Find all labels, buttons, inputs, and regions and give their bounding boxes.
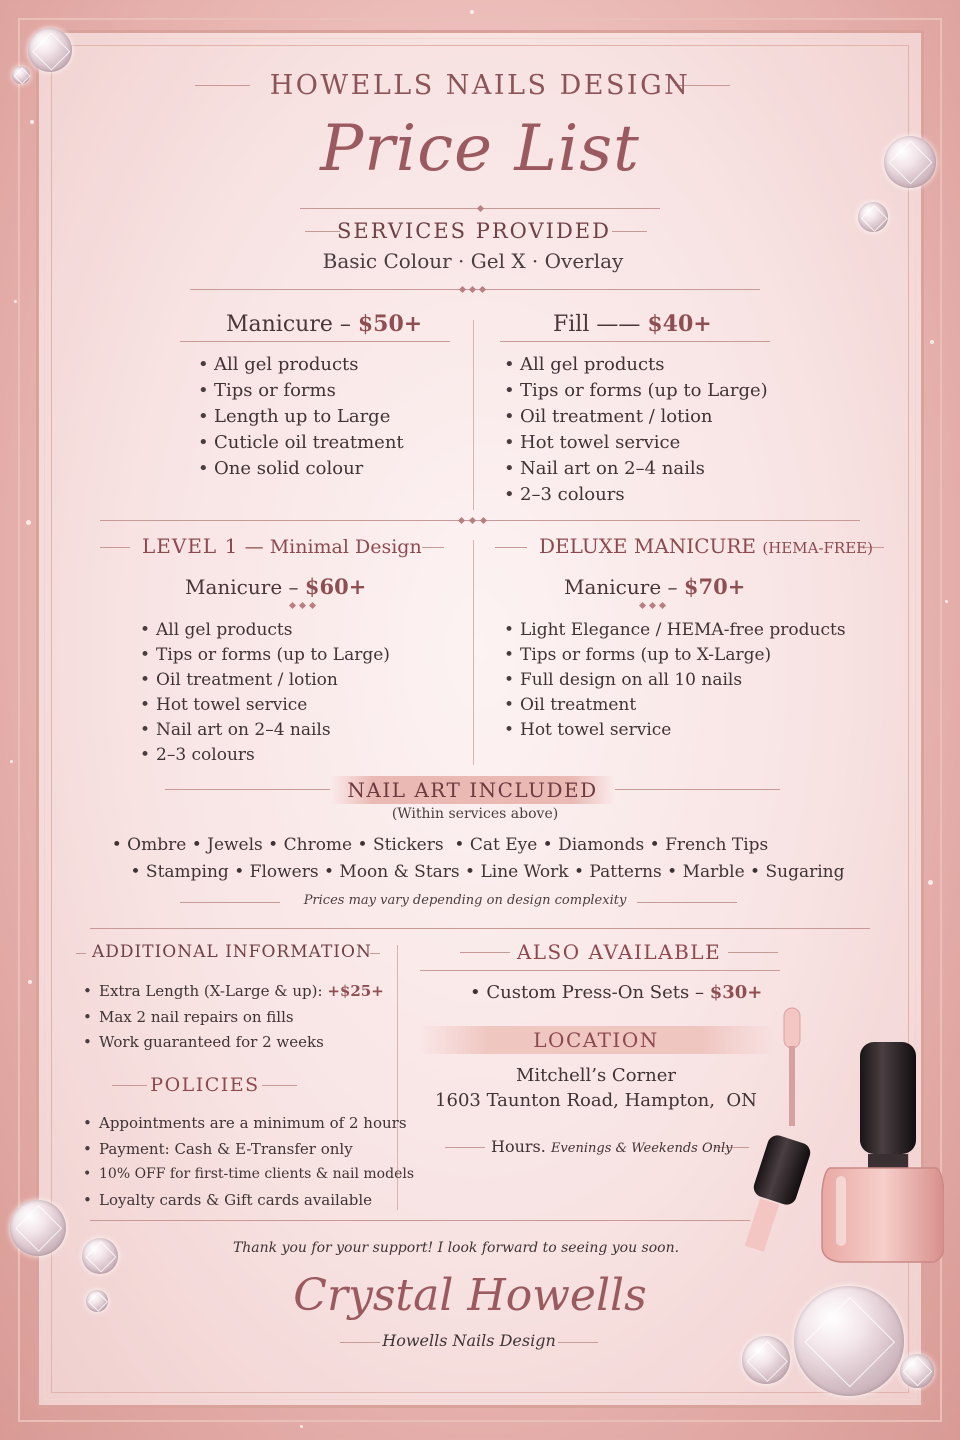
dash: – — [288, 575, 299, 599]
list-item: • All gel products — [140, 618, 390, 643]
list-item: • Cuticle oil treatment — [198, 430, 404, 456]
deluxe-price-heading — [564, 574, 745, 599]
divider — [90, 928, 870, 929]
nail-art-line-2: • Stamping • Flowers • Moon & Stars • Line Work • Patterns • Marble • Sugaring — [130, 862, 845, 882]
divider — [112, 1085, 147, 1086]
list-item: • All gel products — [198, 352, 404, 378]
nail-art-subheading: (Within services above) — [391, 806, 559, 822]
deluxe-title: DELUXE MANICURE — [539, 534, 757, 558]
divider — [165, 789, 330, 790]
list-item: • Tips or forms (up to Large) — [504, 378, 768, 404]
list-item: • Max 2 nail repairs on fills — [83, 1005, 384, 1031]
sparkle — [945, 600, 948, 603]
brand-name: HOWELLS NAILS DESIGN — [269, 70, 691, 101]
dash: – — [339, 312, 351, 337]
list-item: • Hot towel service — [140, 693, 390, 718]
list-item: • Oil treatment / lotion — [504, 404, 768, 430]
divider — [422, 547, 444, 548]
location-address: 1603 Taunton Road, Hampton, ON — [435, 1090, 757, 1111]
extra-length-text: Extra Length (X-Large & up): — [99, 982, 328, 1000]
services-line: Basic Colour · Gel X · Overlay — [322, 249, 624, 273]
list-item: • Tips or forms (up to Large) — [140, 643, 390, 668]
level1-subtitle: — Minimal Design — [244, 536, 422, 558]
list-item: • Appointments are a minimum of 2 hours — [83, 1111, 414, 1137]
dash: —— — [596, 312, 641, 337]
location-name: Mitchell’s Corner — [515, 1065, 676, 1086]
divider — [615, 789, 780, 790]
nail-art-heading: NAIL ART INCLUDED — [330, 776, 615, 804]
list-item: • Work guaranteed for 2 weeks — [83, 1030, 384, 1056]
hours-label: Hours. — [491, 1137, 546, 1156]
service-name: Manicure — [226, 312, 333, 337]
list-item: • Full design on all 10 nails — [504, 668, 846, 693]
column-divider — [473, 540, 474, 765]
divider — [728, 952, 778, 953]
divider — [445, 1147, 485, 1148]
divider — [500, 341, 770, 342]
divider — [495, 547, 527, 548]
list-item: • Light Elegance / HEMA-free products — [504, 618, 846, 643]
services-heading: SERVICES PROVIDED — [337, 219, 611, 243]
policies-list — [83, 1111, 414, 1213]
deluxe-heading — [539, 534, 873, 558]
fill-price: $40+ — [647, 311, 712, 337]
signature: Crystal Howells — [293, 1270, 647, 1321]
policies-heading: POLICIES — [150, 1074, 260, 1096]
list-item: • Payment: Cash & E-Transfer only — [83, 1137, 414, 1163]
list-item: • Loyalty cards & Gift cards available — [83, 1188, 414, 1214]
press-on-text: • Custom Press-On Sets – — [470, 982, 710, 1003]
level1-price: $60+ — [304, 574, 367, 599]
manicure-heading — [226, 311, 422, 337]
level1-list — [140, 618, 390, 768]
divider — [180, 341, 450, 342]
list-item: • 10% OFF for first-time clients & nail models — [83, 1162, 414, 1188]
location-heading: LOCATION — [418, 1026, 774, 1054]
pricing-note: Prices may vary depending on design complexity — [303, 893, 627, 908]
list-item: • Hot towel service — [504, 430, 768, 456]
sparkle — [470, 10, 474, 14]
divider — [460, 952, 510, 953]
sparkle — [300, 1425, 303, 1428]
fill-heading — [553, 311, 712, 337]
deluxe-list — [504, 618, 846, 743]
manicure-list — [198, 352, 404, 482]
level1-price-heading — [185, 574, 366, 599]
list-item: • 2–3 colours — [140, 743, 390, 768]
fill-list — [504, 352, 768, 508]
sparkle — [14, 300, 17, 303]
additional-list — [83, 979, 384, 1056]
list-item: • One solid colour — [198, 456, 404, 482]
hours — [491, 1137, 733, 1156]
additional-heading: ADDITIONAL INFORMATION — [92, 942, 372, 962]
list-item: • Tips or forms — [198, 378, 404, 404]
list-item: • 2–3 colours — [504, 482, 768, 508]
list-item: • Nail art on 2–4 nails — [140, 718, 390, 743]
manicure-price: $50+ — [357, 311, 423, 337]
service-name: Manicure — [185, 575, 283, 599]
deluxe-price: $70+ — [683, 574, 746, 599]
hours-value: Evenings & Weekends Only — [550, 1141, 733, 1156]
press-on-item — [470, 982, 762, 1003]
list-item: • Oil treatment / lotion — [140, 668, 390, 693]
divider — [100, 547, 130, 548]
press-on-price: $30+ — [709, 982, 763, 1003]
column-divider — [473, 320, 474, 510]
page-title: Price List — [320, 112, 640, 186]
nail-art-line-1: • Ombre • Jewels • Chrome • Stickers • Cat Eye • Diamonds • French Tips — [111, 835, 769, 855]
crystal-gem-icon — [900, 1354, 934, 1388]
divider — [420, 970, 780, 971]
also-available-heading: ALSO AVAILABLE — [516, 940, 722, 964]
list-item: • Hot towel service — [504, 718, 846, 743]
level1-heading — [142, 534, 422, 558]
divider — [76, 953, 86, 954]
service-name: Manicure — [564, 575, 662, 599]
divider — [90, 1220, 750, 1221]
thank-you-note: Thank you for your support! I look forward to seeing you soon. — [232, 1240, 680, 1256]
level1-title: LEVEL 1 — [142, 534, 239, 558]
sparkle — [10, 760, 13, 763]
list-item: • All gel products — [504, 352, 768, 378]
crystal-gem-icon — [28, 28, 72, 72]
business-name: Howells Nails Design — [382, 1331, 556, 1350]
dash: – — [667, 575, 678, 599]
divider — [262, 1085, 297, 1086]
deluxe-subtitle: (HEMA-FREE) — [762, 539, 873, 557]
list-item: • Length up to Large — [198, 404, 404, 430]
list-item: • Tips or forms (up to X-Large) — [504, 643, 846, 668]
list-item — [83, 979, 384, 1005]
list-item: • Nail art on 2–4 nails — [504, 456, 768, 482]
extra-length-price: +$25+ — [327, 982, 384, 1000]
service-name: Fill — [553, 312, 590, 337]
list-item: • Oil treatment — [504, 693, 846, 718]
